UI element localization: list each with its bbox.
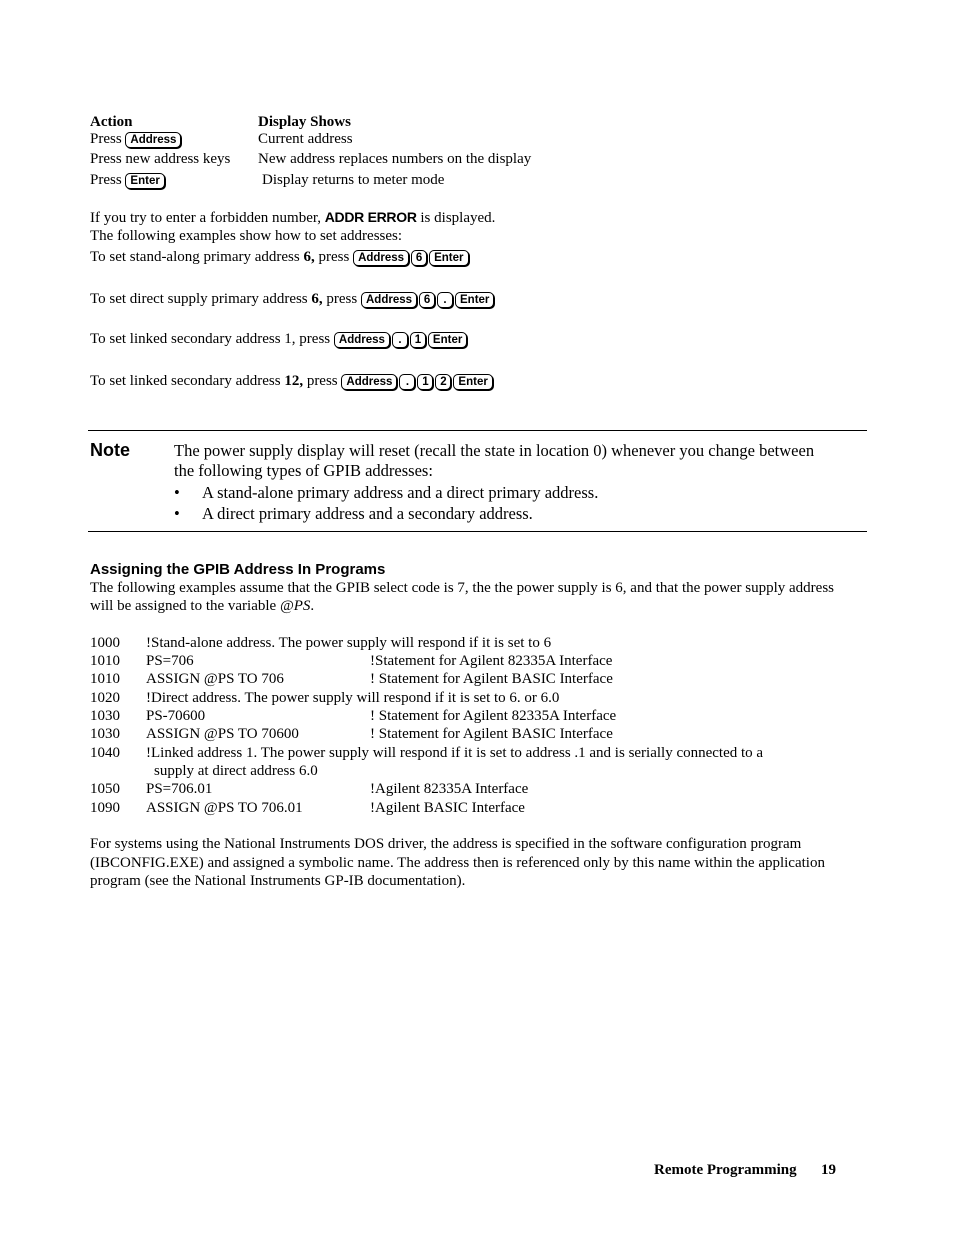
example-4 xyxy=(90,373,495,390)
action-text: Press xyxy=(90,131,122,147)
note-label: Note xyxy=(90,440,130,460)
digit-key-icon: 1 xyxy=(410,332,426,348)
enter-key-icon: Enter xyxy=(453,374,492,390)
table-row-1-action xyxy=(90,131,183,148)
addr-error-code: ADDR ERROR xyxy=(324,209,417,225)
error-suffix: is displayed. xyxy=(420,210,496,226)
note-text-line1: The power supply display will reset (recall the state in location 0) whenever you change between xyxy=(174,441,815,460)
example-3 xyxy=(90,331,469,348)
bullet-icon: • xyxy=(174,483,180,502)
example-1 xyxy=(90,249,471,266)
note-text-line2: the following types of GPIB addresses: xyxy=(174,461,433,480)
code-line-num: 1010 xyxy=(90,671,120,687)
code-line-comment: ! Statement for Agilent 82335A Interface xyxy=(370,708,617,724)
section-para-line1: The following examples assume that the GPIB select code is 7, the the power supply is 6, and that the power supply address xyxy=(90,580,835,596)
bullet-icon: • xyxy=(174,504,180,523)
action-text: Press xyxy=(90,172,122,188)
code-line-num: 1030 xyxy=(90,726,120,742)
enter-key-icon: Enter xyxy=(125,173,164,189)
error-prefix: If you try to enter a forbidden number, xyxy=(90,210,321,226)
code-line-stmt: ASSIGN @PS TO 70600 xyxy=(146,726,299,742)
code-line-comment: ! Statement for Agilent BASIC Interface xyxy=(370,671,613,687)
code-line-comment: ! Statement for Agilent BASIC Interface xyxy=(370,726,613,742)
table-row-2-action: Press new address keys xyxy=(90,151,231,167)
note-bullet-2-text: A direct primary address and a secondary address. xyxy=(202,504,533,523)
code-line-comment: !Agilent 82335A Interface xyxy=(370,781,529,797)
table-header-display: Display Shows xyxy=(258,114,351,130)
address-key-icon: Address xyxy=(125,132,181,148)
code-line-stmt: ASSIGN @PS TO 706.01 xyxy=(146,800,303,816)
address-key-icon: Address xyxy=(341,374,397,390)
decimal-key-icon: . xyxy=(392,332,408,348)
enter-key-icon: Enter xyxy=(455,292,494,308)
note-bullet-1-text: A stand-alone primary address and a direct primary address. xyxy=(202,483,599,502)
address-key-icon: Address xyxy=(353,250,409,266)
example-bold: 6, xyxy=(311,291,323,307)
enter-key-icon: Enter xyxy=(428,332,467,348)
example-text: To set stand-along primary address xyxy=(90,249,300,265)
table-row-2-display: New address replaces numbers on the display xyxy=(258,151,532,167)
page-number: 19 xyxy=(821,1162,836,1178)
para-text: will be assigned to the variable xyxy=(90,598,280,614)
code-line-num: 1010 xyxy=(90,653,120,669)
example-tail: press xyxy=(318,249,350,265)
code-line-stmt: !Stand-alone address. The power supply will respond if it is set to 6 xyxy=(146,635,552,651)
para-variable: @PS xyxy=(279,598,311,614)
code-line-num: 1000 xyxy=(90,635,120,651)
note-bottom-rule xyxy=(88,531,867,532)
note-bullet-1 xyxy=(174,483,180,503)
para-text: . xyxy=(310,598,315,614)
code-line-stmt: PS=706.01 xyxy=(146,781,213,797)
note-bullet-2 xyxy=(174,504,180,524)
error-line xyxy=(90,209,495,227)
code-line-stmt: !Linked address 1. The power supply will respond if it is set to address .1 and is serially connected to a xyxy=(146,745,764,761)
section-heading: Assigning the GPIB Address In Programs xyxy=(90,561,386,578)
code-line-stmt: !Direct address. The power supply will respond if it is set to 6. or 6.0 xyxy=(146,690,560,706)
digit-key-icon: 6 xyxy=(411,250,427,266)
code-line-comment: !Statement for Agilent 82335A Interface xyxy=(370,653,613,669)
code-line-stmt: ASSIGN @PS TO 706 xyxy=(146,671,284,687)
closing-line-2: (IBCONFIG.EXE) and assigned a symbolic name. The address then is referenced only by this name within the application xyxy=(90,855,825,871)
example-tail: press xyxy=(326,291,358,307)
example-tail: press xyxy=(306,373,338,389)
code-line-num: 1090 xyxy=(90,800,120,816)
section-para-line2 xyxy=(90,598,314,615)
code-line-num: 1020 xyxy=(90,690,120,706)
example-bold: 6, xyxy=(303,249,315,265)
digit-key-icon: 2 xyxy=(435,374,451,390)
example-bold: 12, xyxy=(284,373,304,389)
example-text: To set linked secondary address xyxy=(90,373,281,389)
table-row-3-display: Display returns to meter mode xyxy=(262,172,445,188)
code-line-num: 1040 xyxy=(90,745,120,761)
footer-section-title: Remote Programming xyxy=(654,1162,797,1178)
table-row-1-display: Current address xyxy=(258,131,353,147)
code-line-comment: !Agilent BASIC Interface xyxy=(370,800,525,816)
closing-line-3: program (see the National Instruments GP-IB documentation). xyxy=(90,873,466,889)
closing-line-1: For systems using the National Instruments DOS driver, the address is specified in the software configuration program xyxy=(90,836,802,852)
decimal-key-icon: . xyxy=(437,292,453,308)
address-key-icon: Address xyxy=(361,292,417,308)
decimal-key-icon: . xyxy=(399,374,415,390)
note-top-rule xyxy=(88,430,867,431)
code-line-stmt: PS-70600 xyxy=(146,708,206,724)
example-text: To set linked secondary address 1, press xyxy=(90,331,331,347)
address-key-icon: Address xyxy=(334,332,390,348)
table-header-action: Action xyxy=(90,114,133,130)
examples-intro: The following examples show how to set addresses: xyxy=(90,228,403,244)
code-line-stmt: PS=706 xyxy=(146,653,194,669)
code-line-num: 1050 xyxy=(90,781,120,797)
example-2 xyxy=(90,291,496,308)
example-text: To set direct supply primary address xyxy=(90,291,308,307)
digit-key-icon: 6 xyxy=(419,292,435,308)
code-line-stmt-continued: supply at direct address 6.0 xyxy=(154,763,318,779)
code-line-num: 1030 xyxy=(90,708,120,724)
enter-key-icon: Enter xyxy=(429,250,468,266)
digit-key-icon: 1 xyxy=(417,374,433,390)
table-row-3-action xyxy=(90,172,167,189)
